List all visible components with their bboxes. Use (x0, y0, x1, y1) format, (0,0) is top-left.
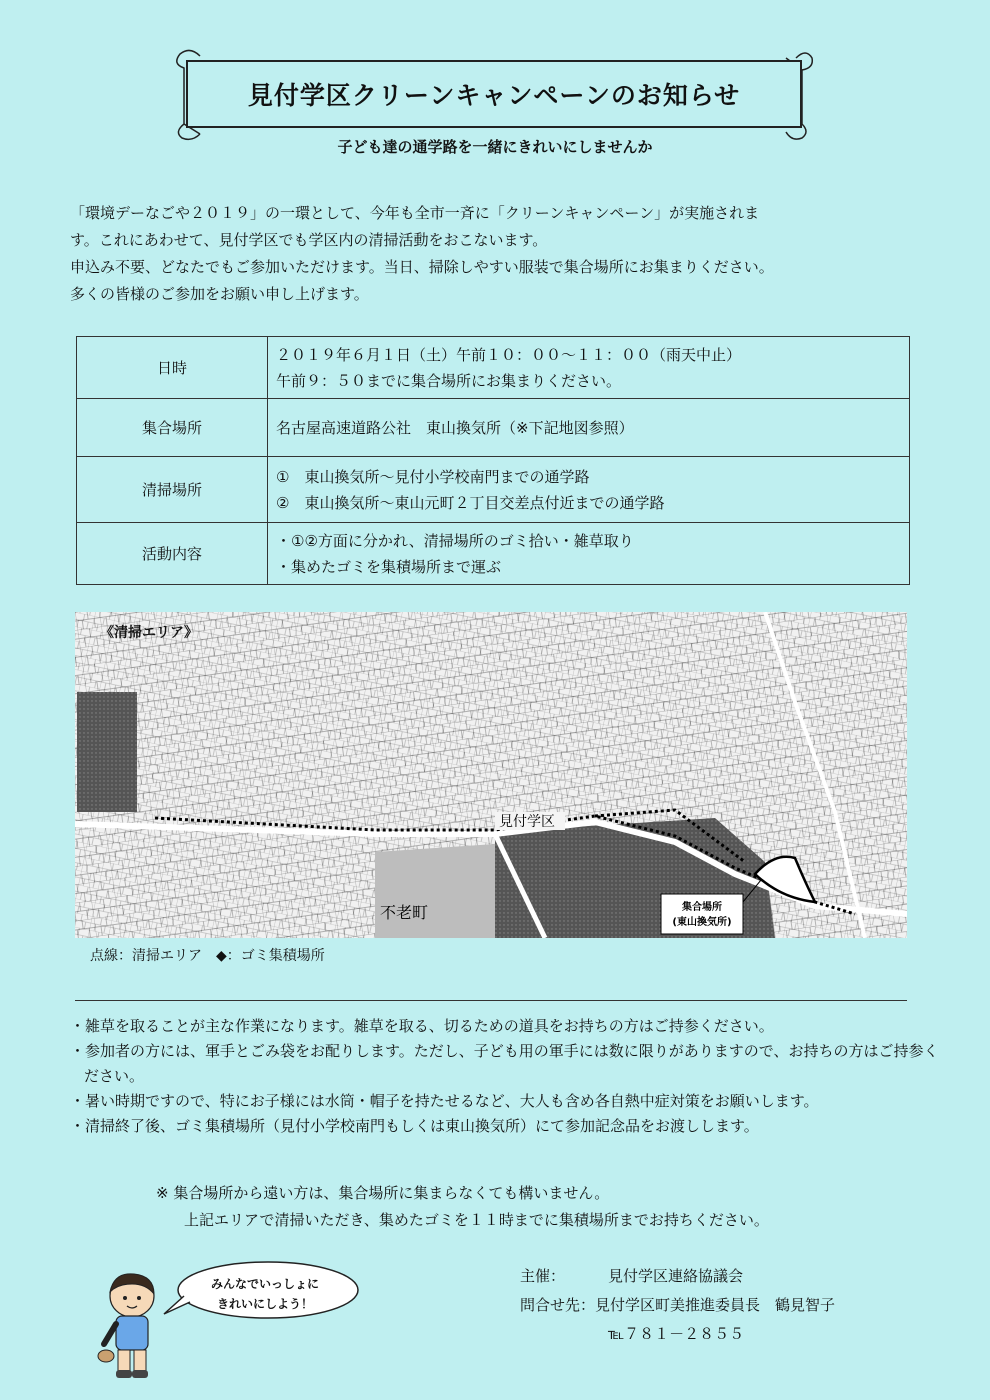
table-value (268, 399, 910, 457)
bubble-line: きれいにしよう！ (216, 1297, 313, 1311)
intro-line: 多くの皆様のご参加をお願い申し上げます。 (70, 285, 369, 303)
table-label: 日時 (77, 337, 268, 399)
tel-row (520, 1320, 835, 1349)
contact-label: 問合せ先： (520, 1296, 596, 1314)
table-row-activity (77, 523, 910, 585)
street-map-image (75, 612, 907, 938)
table-row-datetime (77, 337, 910, 399)
meeting-place-line: 名古屋高速道路公社 東山換気所（※下記地図参照） (276, 418, 634, 437)
note-item: ・清掃終了後、ゴミ集積場所（見付小学校南門もしくは東山換気所）にて参加記念品をお渡しします。 (70, 1117, 759, 1135)
table-value (268, 337, 910, 399)
table-label: 清掃場所 (77, 457, 268, 523)
table-value (268, 457, 910, 523)
remark-block (156, 1180, 916, 1234)
bubble-line: みんなでいっしょに (210, 1277, 319, 1291)
meeting-point-map-label: 集合場所 (682, 902, 722, 913)
section-divider (75, 1000, 907, 1001)
organizer-info (520, 1262, 835, 1349)
cleaning-route-1: ① 東山換気所～見付小学校南門までの通学路 (276, 467, 590, 486)
note-item: ・雑草を取ることが主な作業になります。雑草を取る、切るための道具をお持ちの方はご持参ください。 (70, 1017, 774, 1035)
intro-line: 申込み不要、どなたでもご参加いただけます。当日、掃除しやすい服装で集合場所にお集まりください。 (70, 258, 774, 276)
district-map-label: 見付学区 (499, 814, 555, 830)
note-item: ・暑い時期ですので、特にお子様には水筒・帽子を持たせるなど、大人も含め各自熱中症対策をお願いします。 (70, 1092, 819, 1110)
intro-line: す。これにあわせて、見付学区でも学区内の清掃活動をおこないます。 (70, 231, 548, 249)
speech-bubble-text (185, 1274, 345, 1314)
activity-line-2: ・集めたゴミを集積場所まで運ぶ (276, 557, 502, 576)
table-label: 活動内容 (77, 523, 268, 585)
meeting-point-map-sublabel: (東山換気所) (672, 917, 732, 928)
cleaning-route-2: ② 東山換気所～東山元町２丁目交差点付近までの通学路 (276, 493, 665, 512)
note-item: ・参加者の方には、軍手とごみ袋をお配りします。ただし、子ども用の軍手には数に限りがありますので、お持ちの方はご持参ください。 (70, 1042, 939, 1085)
notes-list (70, 1014, 940, 1139)
town-map-label: 不老町 (380, 903, 429, 922)
remark-line-1: ※ 集合場所から遠い方は、集合場所に集まらなくても構いません。 (156, 1184, 610, 1202)
tel-value: ℡７８１－２８５５ (608, 1325, 745, 1343)
table-row-meeting-place (77, 399, 910, 457)
remark-line-2: 上記エリアで清掃いただき、集めたゴミを１１時までに集積場所までお持ちください。 (184, 1211, 769, 1229)
table-value (268, 523, 910, 585)
map-title: 《清掃エリア》 (100, 625, 198, 641)
cleaning-area-map (75, 612, 907, 938)
datetime-note: 午前９：５０までに集合場所にお集まりください。 (276, 371, 622, 390)
datetime-line: ２０１９年６月１日（土）午前１０：００～１１：００（雨天中止） (276, 345, 742, 364)
title-banner (186, 60, 802, 128)
host-label: 主催： (520, 1267, 566, 1285)
contact-row (520, 1291, 835, 1320)
page-title: 見付学区クリーンキャンペーンのお知らせ (247, 81, 741, 110)
intro-paragraph (70, 200, 930, 308)
contact-value: 見付学区町美推進委員長 鶴見智子 (595, 1296, 836, 1314)
intro-line: 「環境デーなごや２０１９」の一環として、今年も全市一斉に「クリーンキャンペーン」が実施されま (70, 204, 760, 222)
host-row (520, 1262, 835, 1291)
page-subtitle: 子ども達の通学路を一緒にきれいにしませんか (337, 138, 653, 156)
activity-line-1: ・①②方面に分かれ、清掃場所のゴミ拾い・雑草取り (276, 531, 634, 550)
table-row-cleaning-area (77, 457, 910, 523)
host-value: 見付学区連絡協議会 (608, 1267, 744, 1285)
table-label: 集合場所 (77, 399, 268, 457)
map-legend: 点線：清掃エリア ◆：ゴミ集積場所 (90, 948, 325, 964)
event-info-table (76, 336, 910, 585)
